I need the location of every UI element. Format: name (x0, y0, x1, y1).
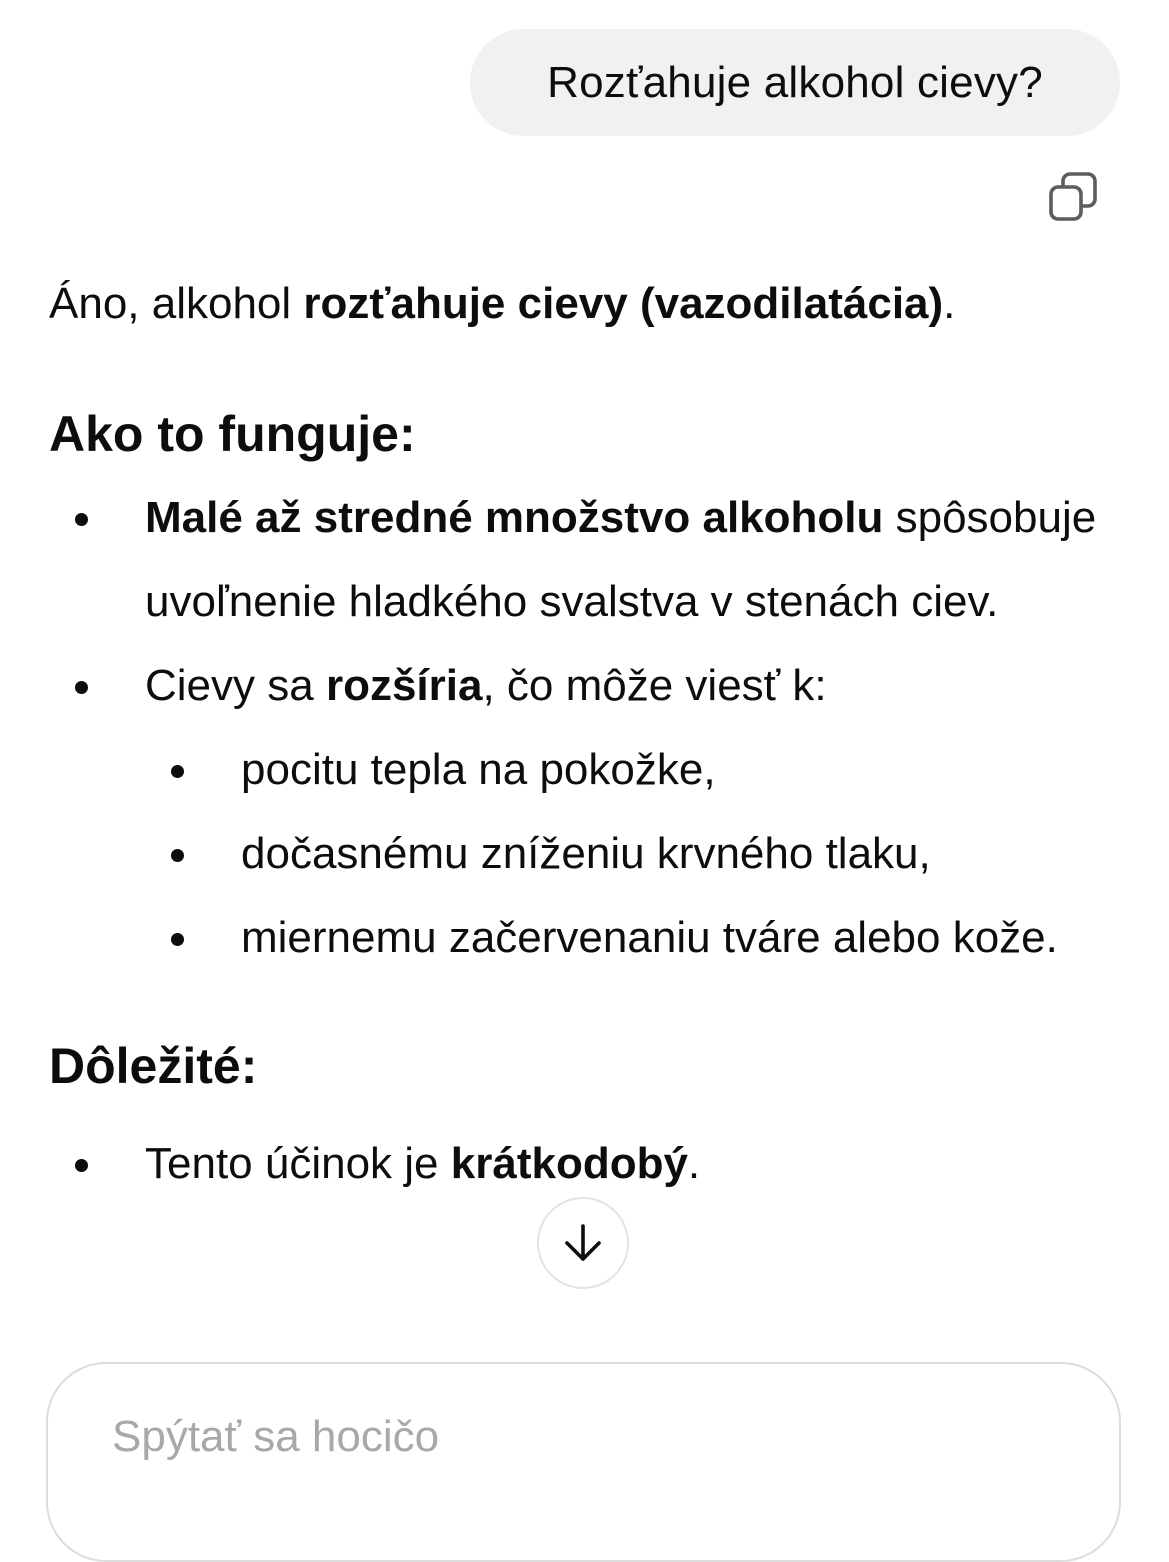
sublist-item: miernemu začervenaniu tváre alebo kože. (49, 896, 1129, 980)
how-list (49, 476, 1129, 980)
copy-button[interactable] (1044, 168, 1102, 226)
message-composer (46, 1362, 1121, 1562)
arrow-down-icon (561, 1221, 605, 1265)
assistant-response (49, 262, 1129, 1206)
scroll-to-bottom-button[interactable] (537, 1197, 629, 1289)
list-item (49, 644, 1129, 980)
intro-punctuation: . (943, 279, 956, 328)
bullet-bold-text: Malé až stredné množstvo alkoholu (145, 493, 884, 542)
effects-sublist (49, 728, 1129, 980)
list-item (49, 476, 1129, 644)
bullet-bold-text: krátkodobý (450, 1139, 688, 1188)
section-heading-how: Ako to funguje: (49, 406, 416, 462)
bullet-text: . (687, 1139, 701, 1188)
bullet-bold-text: rozšíria (325, 661, 483, 710)
bullet-text: Tento účinok je (145, 1139, 451, 1188)
list-item (49, 1122, 1129, 1206)
intro-text: Áno, alkohol (49, 279, 304, 328)
section-heading-important: Dôležité: (49, 1038, 258, 1094)
message-input[interactable] (112, 1412, 1012, 1462)
sublist-item: dočasnému zníženiu krvného tlaku, (49, 812, 1129, 896)
bullet-text: , čo môže viesť k: (482, 661, 827, 710)
response-intro (49, 262, 1129, 346)
copy-icon (1047, 171, 1099, 223)
user-message-text: Rozťahuje alkohol cievy? (547, 57, 1043, 107)
bullet-text: Cievy sa (145, 661, 326, 710)
user-message-bubble (470, 29, 1120, 136)
sublist-item: pocitu tepla na pokožke, (49, 728, 1129, 812)
important-list (49, 1122, 1129, 1206)
intro-bold-text: rozťahuje cievy (vazodilatácia) (303, 279, 944, 328)
bullet-text: spôsobuje uvoľnenie hladkého svalstva v stenách ciev. (145, 493, 1097, 626)
